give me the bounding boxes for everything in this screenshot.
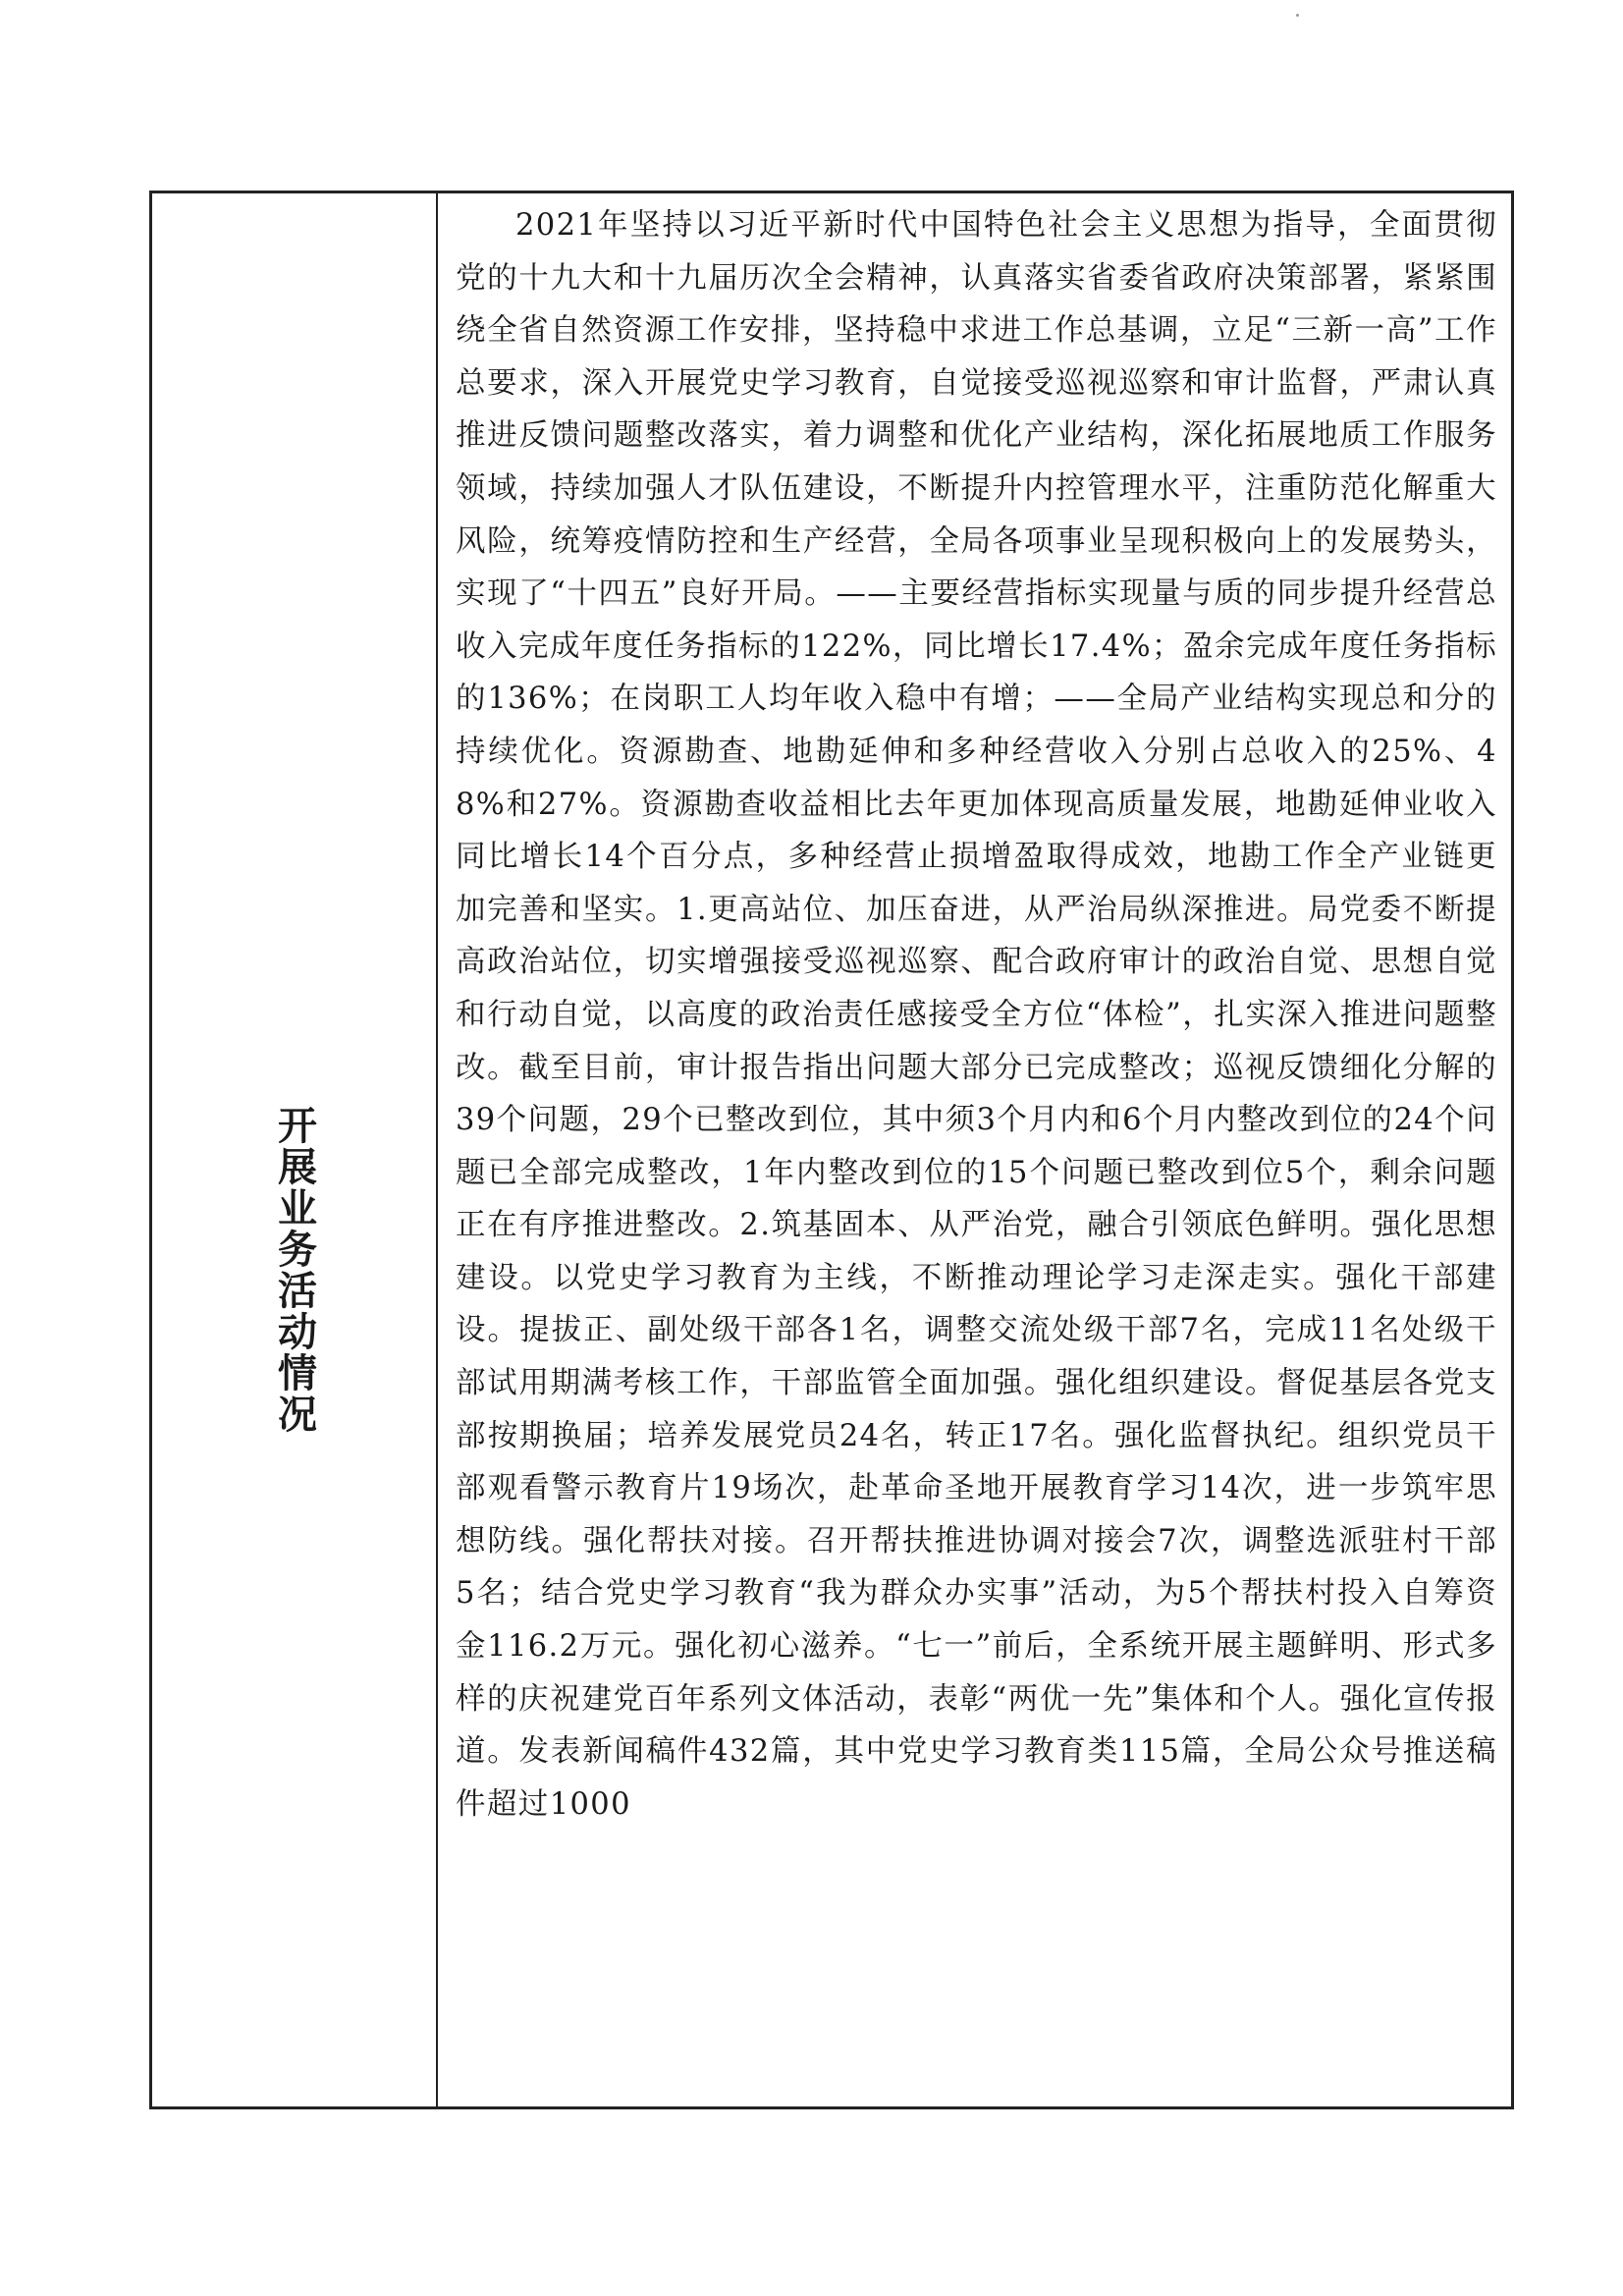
scan-dot bbox=[1296, 14, 1299, 17]
activity-description: 2021年坚持以习近平新时代中国特色社会主义思想为指导，全面贯彻党的十九大和十九届历次全会精神，认真落实省委省政府决策部署，紧紧围绕全省自然资源工作安排，坚持稳中求进工作总基调，立足“三新一高”工作总要求，深入开展党史学习教育，自觉接受巡视巡察和审计监督，严肃认真推进反馈问题整改落实，着力调整和优化产业结构，深化拓展地质工作服务领域，持续加强人才队伍建设，不断提升内控管理水平，注重防范化解重大风险，统筹疫情防控和生产经营，全局各项事业呈现积极向上的发展势头，实现了“十四五”良好开局。——主要经营指标实现量与质的同步提升经营总收入完成年度任务指标的122%，同比增长17.4%；盈余完成年度任务指标的136%；在岗职工人均年收入稳中有增；——全局产业结构实现总和分的持续优化。资源勘查、地勘延伸和多种经营收入分别占总收入的25%、48%和27%。资源勘查收益相比去年更加体现高质量发展，地勘延伸业收入同比增长14个百分点，多种经营止损增盈取得成效，地勘工作全产业链更加完善和坚实。1.更高站位、加压奋进，从严治局纵深推进。局党委不断提高政治站位，切实增强接受巡视巡察、配合政府审计的政治自觉、思想自觉和行动自觉，以高度的政治责任感接受全方位“体检”，扎实深入推进问题整改。截至目前，审计报告指出问题大部分已完成整改；巡视反馈细化分解的39个问题，29个已整改到位，其中须3个月内和6个月内整改到位的24个问题已全部完成整改，1年内整改到位的15个问题已整改到位5个，剩余问题正在有序推进整改。2.筑基固本、从严治党，融合引领底色鲜明。强化思想建设。以党史学习教育为主线，不断推动理论学习走深走实。强化干部建设。提拔正、副处级干部各1名，调整交流处级干部7名，完成11名处级干部试用期满考核工作，干部监管全面加强。强化组织建设。督促基层各党支部按期换届；培养发展党员24名，转正17名。强化监督执纪。组织党员干部观看警示教育片19场次，赴革命圣地开展教育学习14次，进一步筑牢思想防线。强化帮扶对接。召开帮扶推进协调对接会7次，调整选派驻村干部5名；结合党史学习教育“我为群众办实事”活动，为5个帮扶村投入自筹资金116.2万元。强化初心滋养。“七一”前后，全系统开展主题鲜明、形式多样的庆祝建党百年系列文体活动，表彰“两优一先”集体和个人。强化宣传报道。发表新闻稿件432篇，其中党史学习教育类115篇，全局公众号推送稿件超过1000 bbox=[456, 208, 1497, 1822]
section-label: 开展业务活动情况 bbox=[271, 1105, 317, 1435]
label-cell bbox=[152, 193, 438, 2106]
form-table bbox=[149, 191, 1514, 2109]
content-cell bbox=[438, 193, 1511, 2106]
